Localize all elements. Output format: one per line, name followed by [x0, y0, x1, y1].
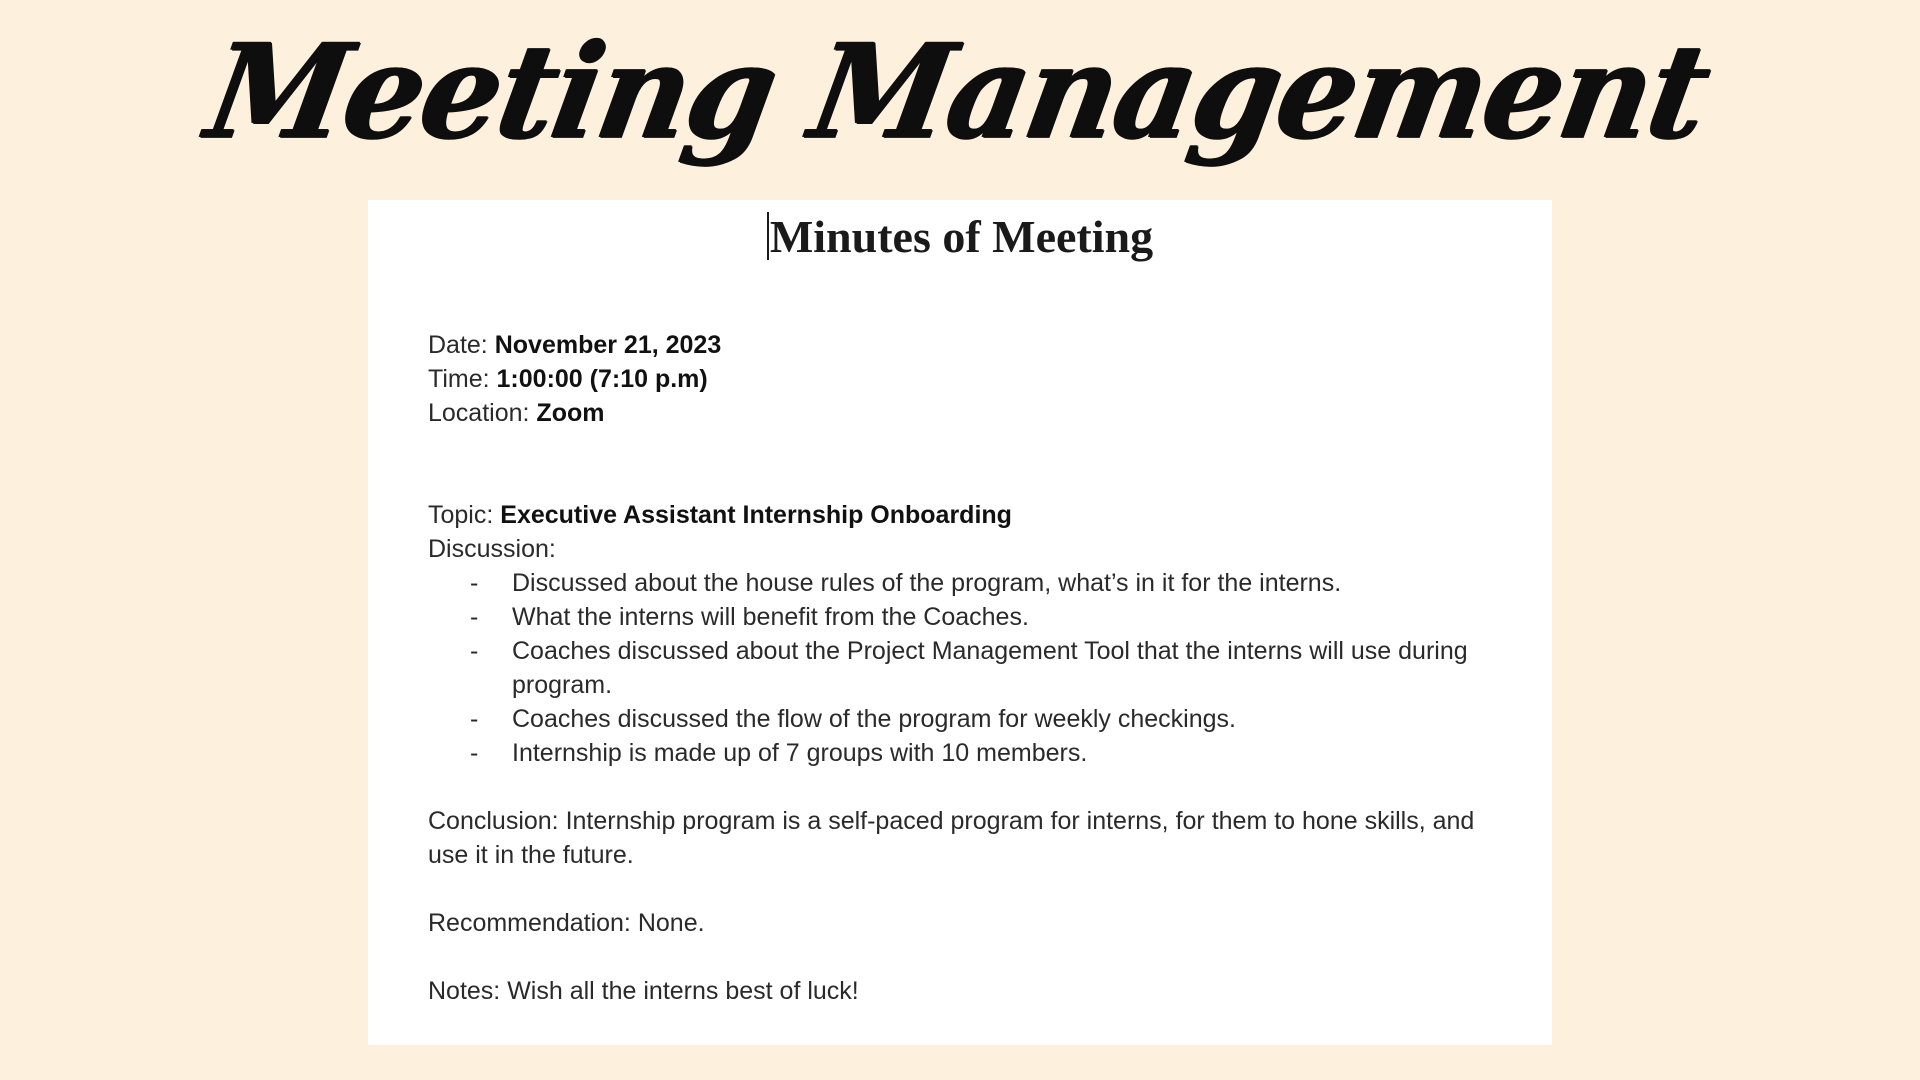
topic-line	[428, 498, 1508, 532]
recommendation-text: Recommendation: None.	[428, 909, 705, 937]
discussion-list	[428, 566, 1508, 770]
document-title-line	[368, 210, 1552, 263]
topic-value: Executive Assistant Internship Onboarding	[500, 501, 1012, 529]
location-line	[428, 396, 1508, 430]
spacer	[428, 940, 1508, 974]
spacer	[428, 770, 1508, 804]
discussion-item: - Discussed about the house rules of the program, what’s in it for the interns.	[428, 566, 1508, 600]
document-body	[428, 328, 1508, 1008]
text-cursor	[767, 212, 769, 260]
discussion-item: - Coaches discussed the flow of the program for weekly checkings.	[428, 702, 1508, 736]
location-label: Location:	[428, 399, 530, 427]
date-line	[428, 328, 1508, 362]
discussion-label: Discussion:	[428, 535, 556, 563]
document-title: Minutes of Meeting	[769, 211, 1154, 262]
date-value: November 21, 2023	[494, 331, 722, 359]
notes-text: Notes: Wish all the interns best of luck!	[428, 977, 859, 1005]
topic-label: Topic:	[428, 501, 494, 529]
discussion-item: - Coaches discussed about the Project Management Tool that the interns will use during program.	[428, 634, 1508, 702]
discussion-item: - Internship is made up of 7 groups with 10 members.	[428, 736, 1508, 770]
spacer	[428, 430, 1508, 498]
discussion-item: - What the interns will benefit from the Coaches.	[428, 600, 1508, 634]
banner-title: Meeting Management	[196, 16, 1719, 169]
time-label: Time:	[428, 365, 490, 393]
spacer	[428, 872, 1508, 906]
document-page[interactable]	[368, 200, 1552, 1045]
time-value: 1:00:00 (7:10 p.m)	[496, 365, 708, 393]
date-label: Date:	[428, 331, 488, 359]
time-line	[428, 362, 1508, 396]
location-value: Zoom	[536, 399, 605, 427]
conclusion-text: Conclusion: Internship program is a self-paced program for interns, for them to hone skills, and use it in the future.	[428, 807, 1475, 869]
